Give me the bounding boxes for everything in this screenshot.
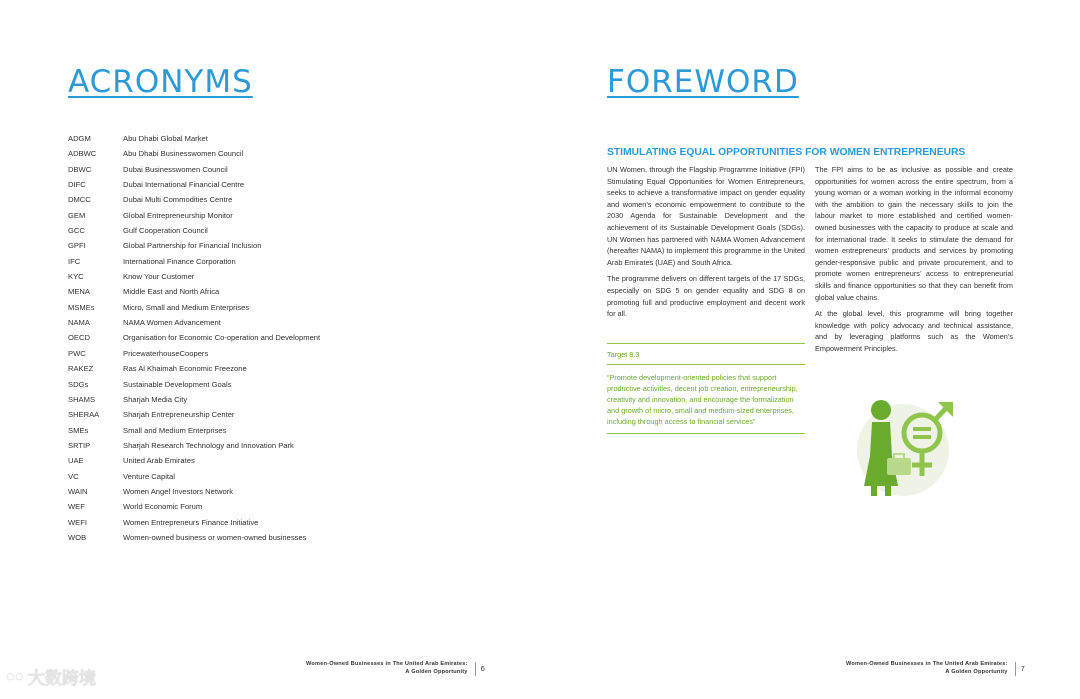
acronym-row: [68, 162, 368, 177]
acronym-abbreviation: GEM: [68, 210, 86, 220]
acronym-definition: Abu Dhabi Global Market: [123, 134, 208, 143]
acronym-row: [68, 269, 368, 284]
footer-title-line2: A Golden Opportunity: [945, 668, 1008, 675]
footer-divider: [475, 662, 476, 676]
acronym-abbreviation: ADGM: [68, 134, 91, 143]
acronym-abbreviation: WOB: [68, 532, 87, 542]
acronym-abbreviation: GCC: [68, 226, 85, 236]
column-left: [607, 164, 805, 325]
acronym-definition: Global Partnership for Financial Inclusion: [123, 241, 262, 251]
acronym-abbreviation: NAMA: [68, 318, 90, 328]
watermark: [6, 664, 96, 689]
acronym-abbreviation: RAKEZ: [68, 364, 94, 374]
footer-divider: [1015, 662, 1016, 676]
paragraph: UN Women, through the Flagship Programme Initiative (FPI) Stimulating Equal Opportunities for Women Entrepreneurs, seeks to achieve a transformative impact on gender equality and women’s economic empowerment to contribute to the 2030 Agenda for Sustainable Development and the achievement of its Sustainable Development Goals (SDGs). UN Women has partnered with NAMA Women Advancement (hereafter NAMA) to implement this programme in the United Arab Emirates (UAE) and South Africa.: [607, 165, 805, 267]
acronym-abbreviation: MENA: [68, 287, 90, 297]
footer-title-line2: A Golden Opportunity: [405, 668, 468, 675]
acronym-definition: World Economic Forum: [123, 502, 203, 512]
acronym-abbreviation: UAE: [68, 456, 84, 466]
acronym-row: [68, 315, 368, 330]
acronym-row: [68, 192, 368, 207]
right-page: [540, 0, 1080, 699]
page-number: 7: [1020, 663, 1025, 673]
women-entrepreneur-gender-equality-icon: [850, 396, 962, 500]
footer-text: [846, 661, 1008, 676]
acronym-list: [68, 131, 368, 545]
acronym-definition: Venture Capital: [123, 471, 175, 481]
acronym-row: [68, 330, 368, 345]
acronym-definition: Women Entrepreneurs Finance Initiative: [123, 517, 259, 527]
acronym-definition: United Arab Emirates: [123, 456, 195, 466]
acronym-definition: Know Your Customer: [123, 272, 195, 282]
acronym-definition: Dubai Multi Commodities Centre: [123, 195, 233, 205]
paragraph: The FPI aims to be as inclusive as possible and create opportunities for women across the entire spectrum, from a young woman or a woman working in the informal economy with the ambition to gain the necessary skills to join the labour market to more established and certified women-owned businesses with the capacity to produce at scale and for international trade. It seeks to stimulate the demand for women entrepreneurs’ products and services by promoting gender-responsive public and private procurement, and to promote women entrepreneurs’ access to entrepreneurial skills and finance opportunities so that they can benefit from global value chains.: [815, 165, 1013, 302]
acronym-definition: Sustainable Development Goals: [123, 379, 232, 389]
acronym-abbreviation: MSMEs: [68, 302, 95, 312]
target-quote: “Promote development-oriented policies that support productive activities, decent job creation, entrepreneurship, creativity and innovation, and encourage the formalization and growth of micro, small and medium-sized enterprises, including through access to financial services”: [607, 373, 798, 427]
acronym-abbreviation: SRTIP: [68, 440, 91, 450]
acronym-definition: Abu Dhabi Businesswomen Council: [123, 149, 244, 159]
acronym-row: [68, 131, 368, 146]
footer-text: [306, 661, 468, 676]
acronym-row: [68, 423, 368, 438]
acronym-abbreviation: SMEs: [68, 425, 89, 435]
acronym-abbreviation: WEFI: [68, 517, 87, 527]
acronym-definition: Sharjah Entrepreneurship Center: [123, 410, 235, 420]
acronym-row: [68, 254, 368, 269]
page-number: 6: [480, 663, 485, 673]
acronym-row: [68, 484, 368, 499]
acronym-row: [68, 438, 368, 453]
column-right: [815, 164, 1013, 360]
acronym-definition: Women Angel Investors Network: [123, 486, 234, 496]
footer-title-line1: Women-Owned Businesses in The United Arab Emirates:: [846, 661, 1008, 667]
acronym-abbreviation: DIFC: [68, 180, 86, 190]
acronym-definition: Small and Medium Enterprises: [123, 425, 227, 435]
acronym-abbreviation: IFC: [68, 256, 81, 266]
acronym-abbreviation: WAIN: [68, 486, 88, 496]
foreword-title: FOREWORD: [607, 64, 799, 100]
footer-left: [280, 661, 485, 676]
acronym-row: [68, 177, 368, 192]
acronym-abbreviation: PWC: [68, 348, 86, 358]
acronym-row: [68, 223, 368, 238]
acronym-row: [68, 530, 368, 545]
acronym-row: [68, 469, 368, 484]
acronym-definition: Micro, Small and Medium Enterprises: [123, 302, 250, 312]
watermark-text: 大数跨境: [27, 669, 96, 688]
acronym-row: [68, 300, 368, 315]
acronym-abbreviation: VC: [68, 471, 79, 481]
acronym-definition: International Finance Corporation: [123, 256, 236, 266]
acronym-abbreviation: OECD: [68, 333, 90, 343]
acronym-abbreviation: WEF: [68, 502, 85, 512]
acronym-row: [68, 284, 368, 299]
acronym-definition: Organisation for Economic Co-operation and Development: [123, 333, 321, 343]
acronym-abbreviation: DMCC: [68, 195, 91, 205]
watermark-logo-icon: ◌◌: [6, 668, 24, 685]
target-callout: [607, 343, 805, 434]
acronym-definition: Sharjah Research Technology and Innovation Park: [123, 440, 294, 450]
acronym-abbreviation: ADBWC: [68, 149, 97, 159]
acronym-definition: Middle East and North Africa: [123, 287, 220, 297]
acronym-abbreviation: SHAMS: [68, 394, 96, 404]
acronym-row: [68, 515, 368, 530]
acronym-row: [68, 346, 368, 361]
acronym-abbreviation: KYC: [68, 272, 84, 282]
acronym-definition: Global Entrepreneurship Monitor: [123, 210, 233, 220]
acronym-definition: Ras Al Khaimah Economic Freezone: [123, 364, 247, 374]
paragraph: At the global level, this programme will bring together knowledge with policy advocacy and technical assistance, and by leveraging platforms such as the Women’s Empowerment Principles.: [815, 309, 1013, 353]
footer-right: [820, 661, 1025, 676]
acronym-row: [68, 392, 368, 407]
acronym-row: [68, 238, 368, 253]
acronym-definition: Dubai Businesswomen Council: [123, 164, 228, 174]
acronym-row: [68, 499, 368, 514]
acronym-row: [68, 208, 368, 223]
acronym-definition: PricewaterhouseCoopers: [123, 348, 209, 358]
acronym-row: [68, 407, 368, 422]
acronym-row: [68, 146, 368, 161]
acronym-abbreviation: DBWC: [68, 164, 92, 174]
section-heading: STIMULATING EQUAL OPPORTUNITIES FOR WOMEN ENTREPRENEURS: [607, 147, 966, 158]
acronym-definition: Dubai International Financial Centre: [123, 180, 245, 190]
acronym-row: [68, 377, 368, 392]
acronym-abbreviation: GPFI: [68, 241, 86, 251]
acronym-row: [68, 453, 368, 468]
acronym-definition: NAMA Women Advancement: [123, 318, 221, 328]
acronym-abbreviation: SHERAA: [68, 410, 100, 420]
target-label: Target 8.3: [607, 344, 805, 365]
acronym-definition: Women-owned business or women-owned businesses: [123, 532, 307, 542]
acronym-definition: Sharjah Media City: [123, 394, 188, 404]
acronym-row: [68, 361, 368, 376]
footer-title-line1: Women-Owned Businesses in The United Arab Emirates:: [306, 661, 468, 667]
acronyms-title: ACRONYMS: [68, 64, 253, 100]
paragraph: The programme delivers on different targets of the 17 SDGs, especially on SDG 5 on gender equality and SDG 8 on promoting full and productive employment and decent work for all.: [607, 274, 805, 319]
acronym-definition: Gulf Cooperation Council: [123, 226, 208, 236]
acronym-abbreviation: SDGs: [68, 379, 89, 389]
